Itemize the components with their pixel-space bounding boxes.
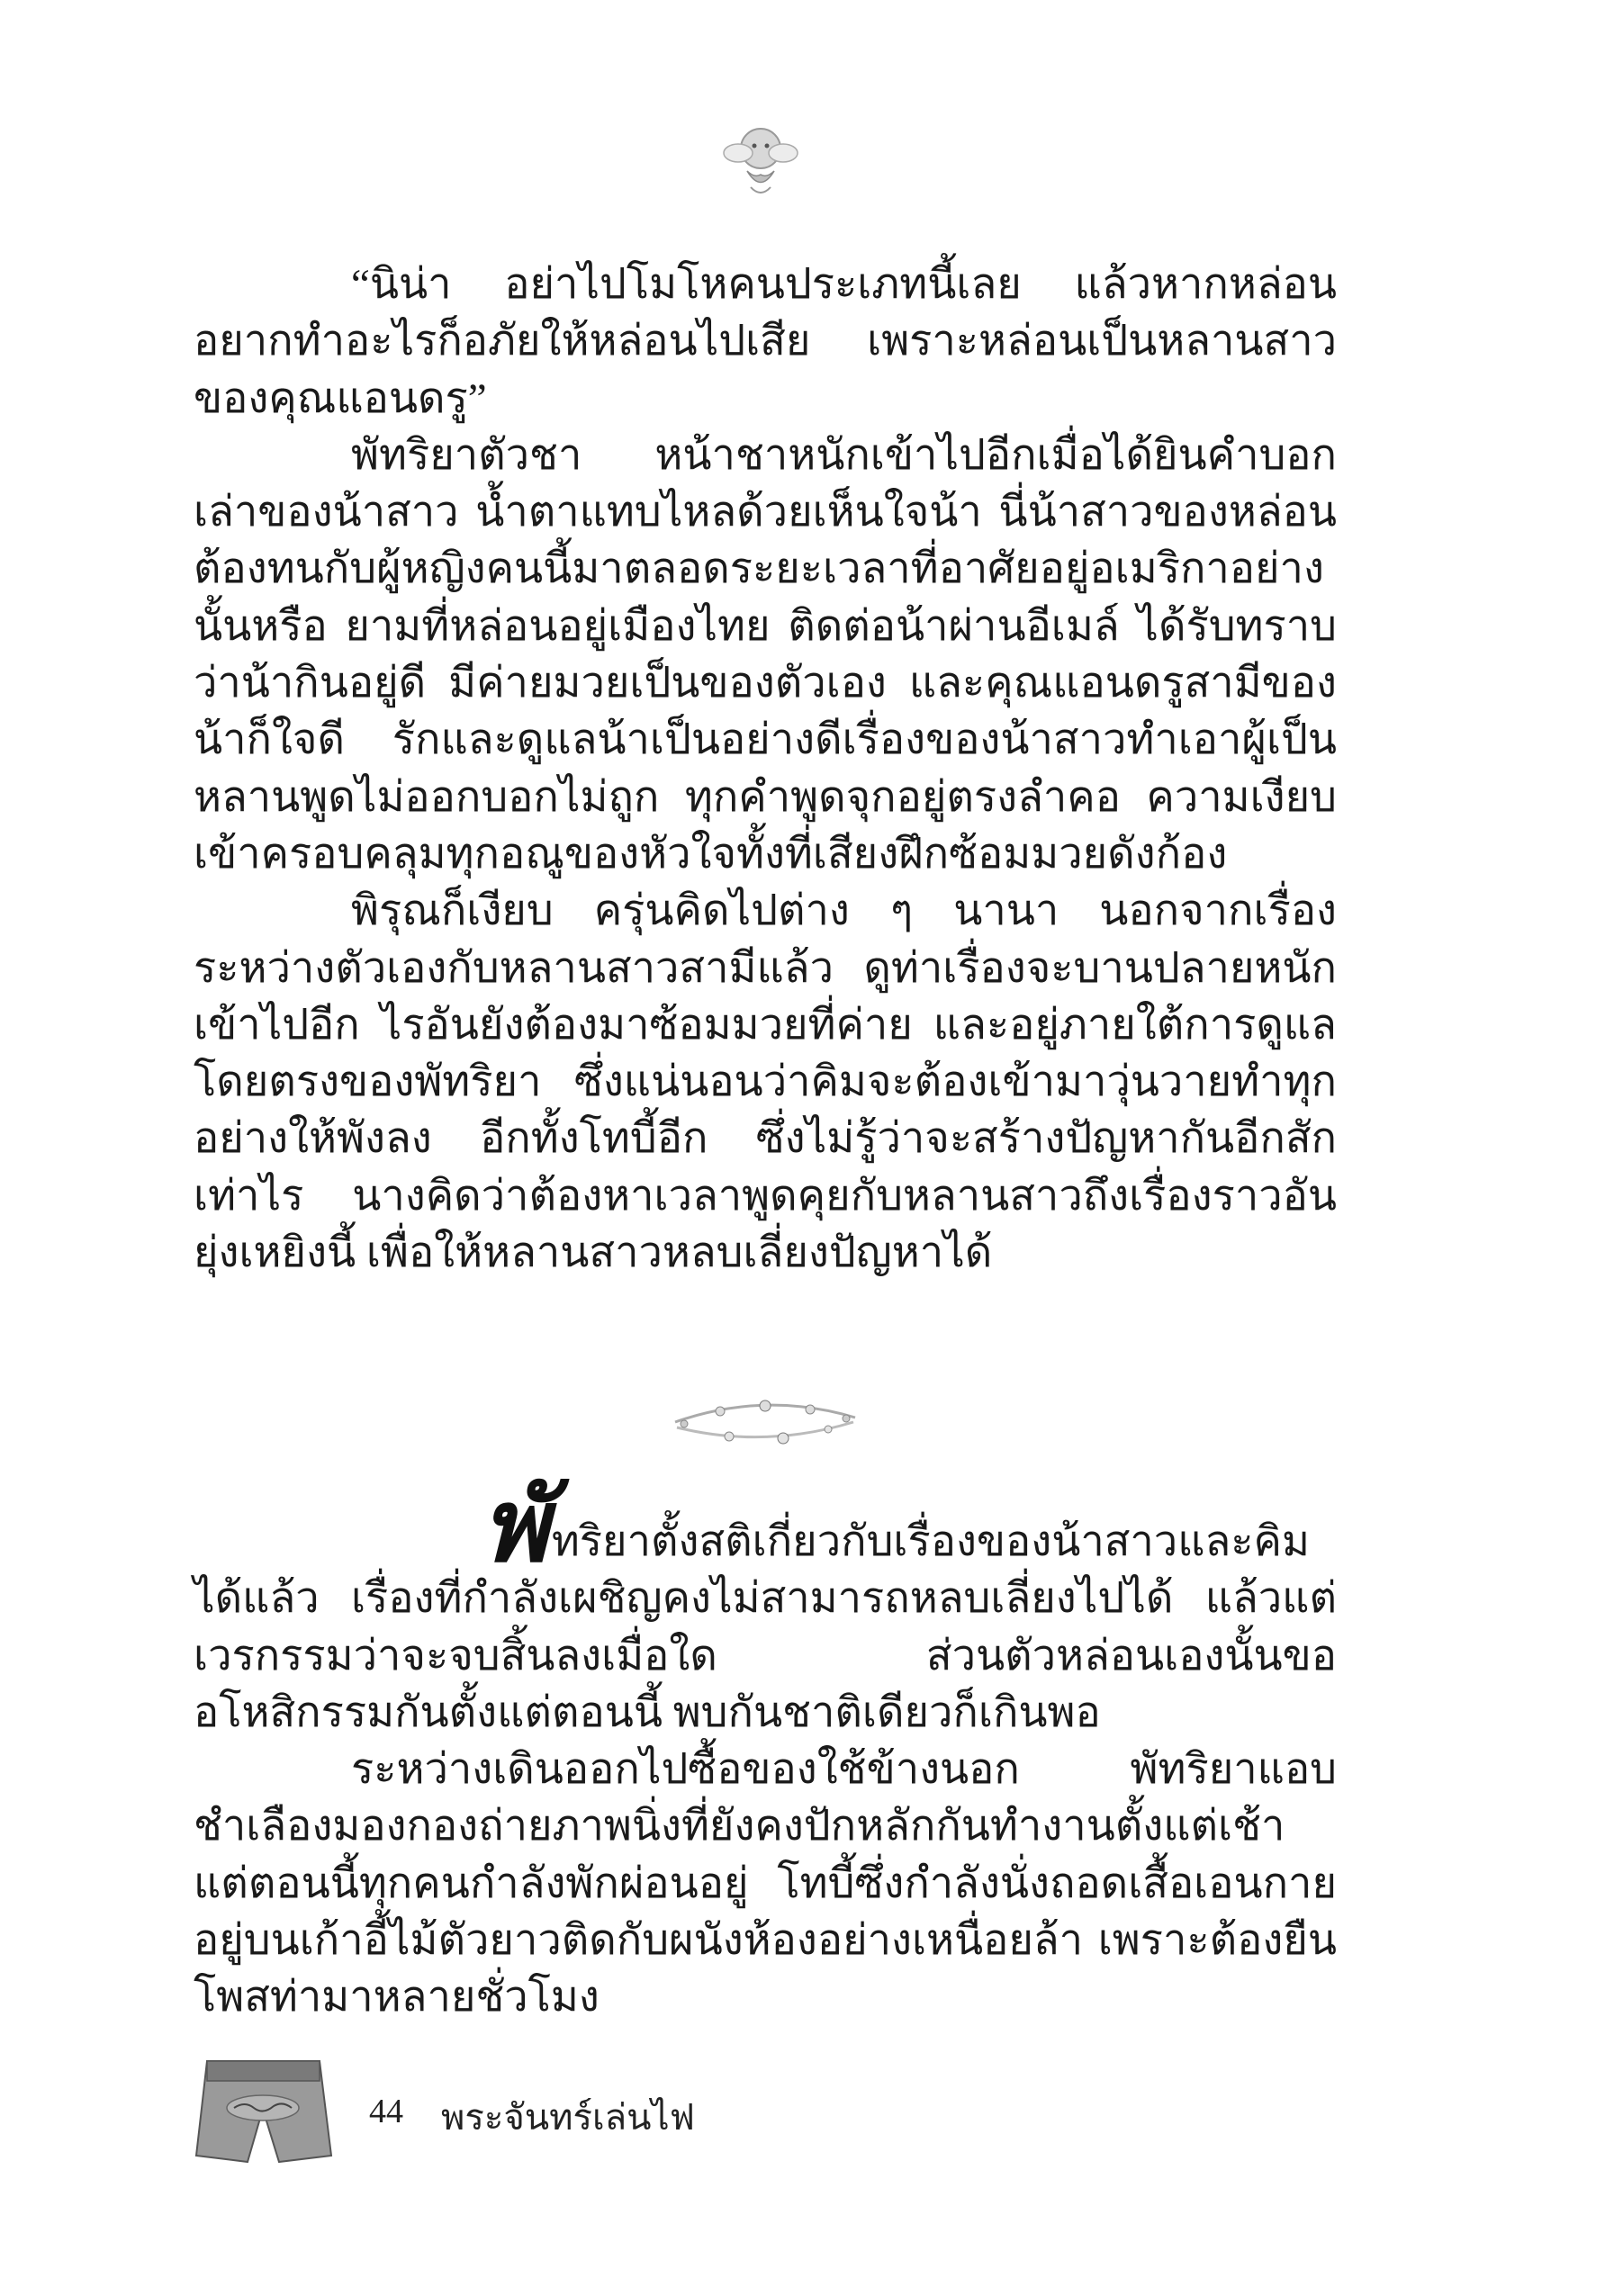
page-number: 44 [369, 2093, 403, 2130]
paragraph-text: ทริยาตั้งสติเกี่ยวกับเรื่องของน้าสาวและคิมได้แล้ว เรื่องที่กำลังเผชิญคงไม่สามารถหลบเลี่ยงไปได้ แล้วแต่เวรกรรมว่าจะจบสิ้นลงเมื่อใด ส่วนตัวหล่อนเองนั้นขออโหสิกรรมกันตั้งแต่ตอนนี้ พบกันชาติเดียวก็เกินพอ [194, 1518, 1337, 1736]
book-title: พระจันทร์เล่นไฟ [441, 2098, 695, 2138]
paragraph: “นิน่า อย่าไปโมโหคนประเภทนี้เลย แล้วหากหล่อนอยากทำอะไรก็อภัยให้หล่อนไปเสีย เพราะหล่อนเป็นหลานสาวของคุณแอนดรู” [194, 261, 1337, 422]
section-two [194, 1467, 1337, 2027]
section-one [194, 257, 1337, 1282]
bracelet-icon [666, 1386, 864, 1449]
paragraph: ระหว่างเดินออกไปซื้อของใช้ข้างนอก พัทริยาแอบชำเลืองมองกองถ่ายภาพนิ่งที่ยังคงปักหลักกันทำงานตั้งแต่เช้า แต่ตอนนี้ทุกคนกำลังพักผ่อนอยู่ โทบี้ซึ่งกำลังนั่งถอดเสื้อเอนกายอยู่บนเก้าอี้ไม้ตัวยาวติดกับผนังห้องอย่างเหนื่อยล้า เพราะต้องยืนโพสท่ามาหลายชั่วโมง [194, 1746, 1337, 2021]
boxing-shorts-icon [189, 2052, 338, 2169]
dropcap-paragraph [194, 1467, 1337, 1742]
page-footer [189, 2052, 819, 2169]
paragraph: พิรุณก็เงียบ ครุ่นคิดไปต่าง ๆ นานา นอกจากเรื่องระหว่างตัวเองกับหลานสาวสามีแล้ว ดูท่าเรื่องจะบานปลายหนักเข้าไปอีก ไรอันยังต้องมาซ้อมมวยที่ค่าย และอยู่ภายใต้การดูแลโดยตรงของพัทริยา ซึ่งแน่นอนว่าคิมจะต้องเข้ามาวุ่นวายทำทุกอย่างให้พังลง อีกทั้งโทบี้อีก ซึ่งไม่รู้ว่าจะสร้างปัญหากันอีกสักเท่าไร นางคิดว่าต้องหาเวลาพูดคุยกับหลานสาวถึงเรื่องราวอันยุ่งเหยิงนี้ เพื่อให้หลานสาวหลบเลี่ยงปัญหาได้ [194, 887, 1337, 1277]
dropcap: พั [482, 1467, 548, 1585]
paragraph: พัทริยาตัวชา หน้าชาหนักเข้าไปอีกเมื่อได้ยินคำบอกเล่าของน้าสาว น้ำตาแทบไหลด้วยเห็นใจน้า นี่น้าสาวของหล่อนต้องทนกับผู้หญิงคนนี้มาตลอดระยะเวลาที่อาศัยอยู่อเมริกาอย่างนั้นหรือ ยามที่หล่อนอยู่เมืองไทย ติดต่อน้าผ่านอีเมล์ ได้รับทราบว่าน้ากินอยู่ดี มีค่ายมวยเป็นของตัวเอง และคุณแอนดรูสามีของน้าก็ใจดี รักและดูแลน้าเป็นอย่างดีเรื่องของน้าสาวทำเอาผู้เป็นหลานพูดไม่ออกบอกไม่ถูก ทุกคำพูดจุกอยู่ตรงลำคอ ความเงียบเข้าครอบคลุมทุกอณูของหัวใจทั้งที่เสียงฝึกซ้อมมวยดังก้อง [194, 431, 1337, 878]
cherub-icon [711, 108, 810, 207]
